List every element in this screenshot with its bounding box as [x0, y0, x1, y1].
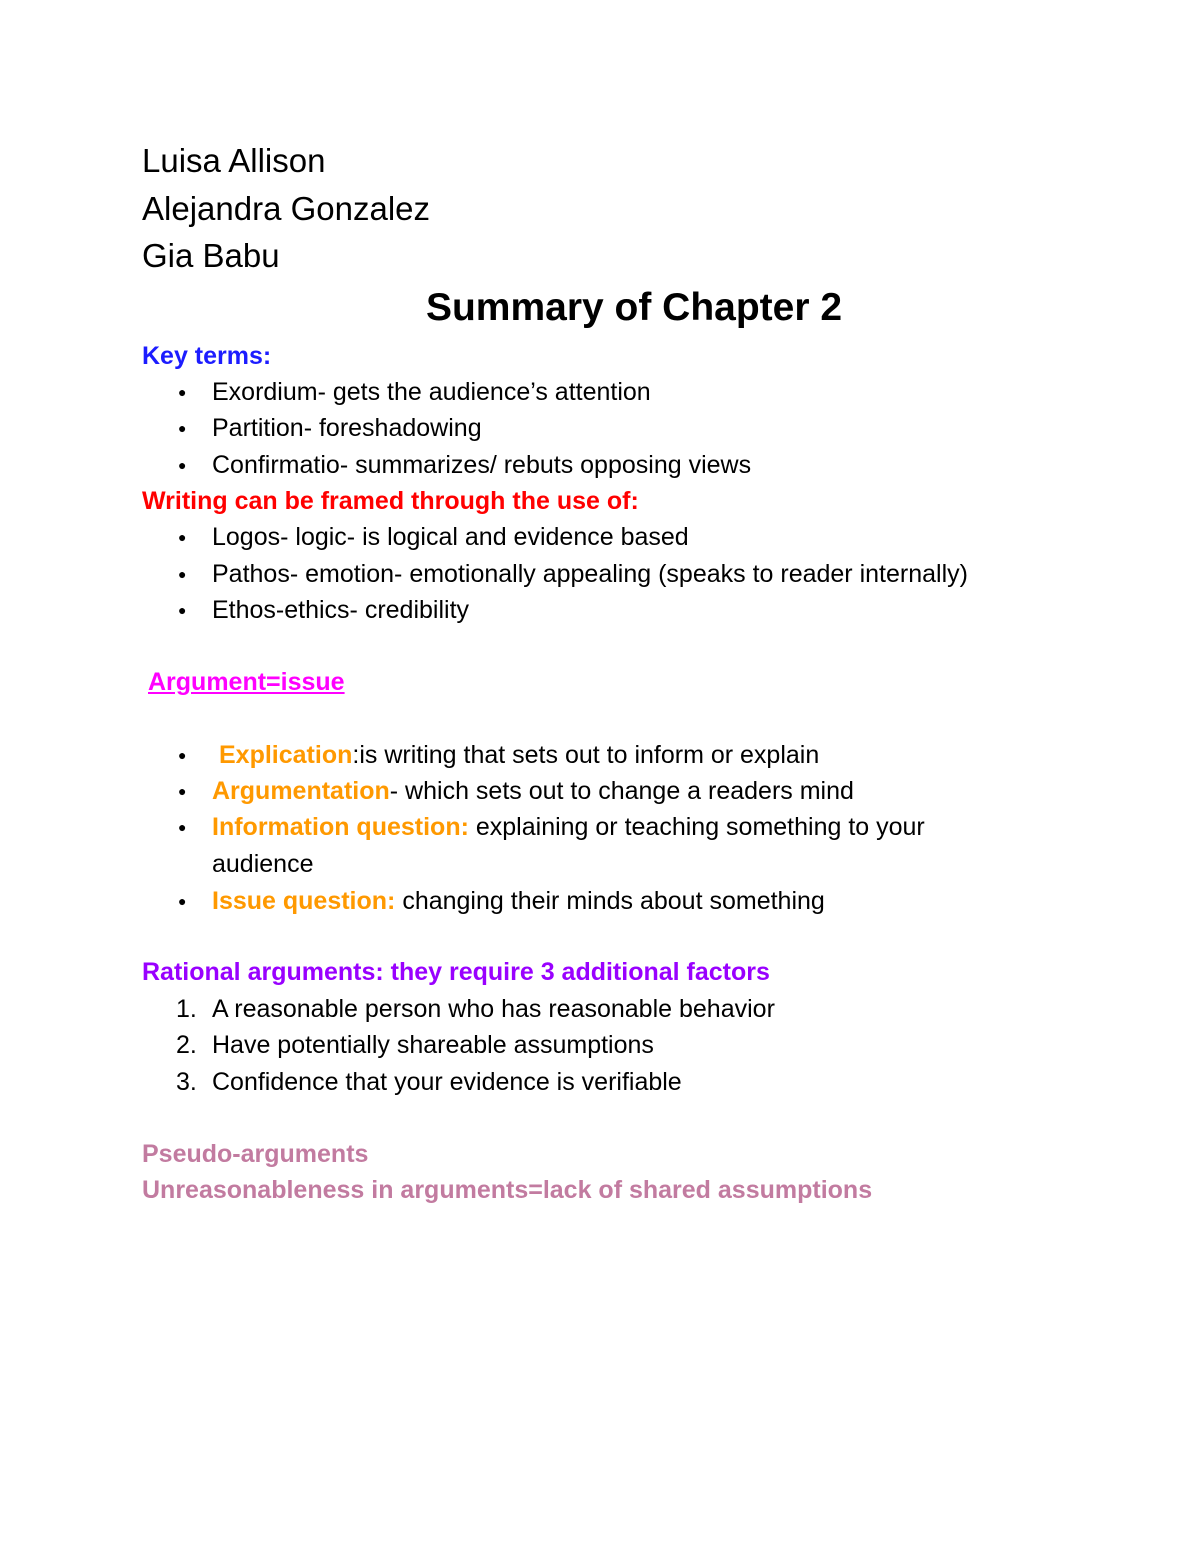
bullet-icon: ● — [178, 384, 187, 400]
argument-item — [212, 811, 925, 843]
bullet-icon: ● — [178, 566, 187, 582]
argument-term: Argumentation — [212, 777, 390, 805]
argument-definition: :is writing that sets out to inform or explain — [352, 741, 820, 769]
document-title: Summary of Chapter 2 — [425, 286, 843, 329]
bullet-icon: ● — [178, 602, 187, 618]
bullet-icon: ● — [178, 420, 187, 436]
argument-definition: - which sets out to change a readers mind — [389, 777, 854, 805]
rational-item: Have potentially shareable assumptions — [212, 1031, 654, 1059]
framing-heading: Writing can be framed through the use of: — [142, 487, 639, 515]
list-number: 3. — [176, 1068, 197, 1096]
argument-definition: explaining or teaching something to your — [468, 813, 925, 841]
argument-term: Explication — [219, 741, 353, 769]
bullet-icon: ● — [178, 819, 187, 835]
bullet-icon: ● — [178, 457, 187, 473]
bullet-icon: ● — [178, 783, 187, 799]
key-term-item: Partition- foreshadowing — [212, 414, 482, 442]
pseudo-subheading: Unreasonableness in arguments=lack of shared assumptions — [142, 1176, 873, 1204]
framing-item: Ethos-ethics- credibility — [212, 596, 470, 624]
framing-item: Pathos- emotion- emotionally appealing (speaks to reader internally) — [212, 560, 968, 588]
argument-item — [212, 775, 854, 807]
list-number: 1. — [176, 995, 197, 1023]
argument-term: Information question: — [212, 813, 469, 841]
argument-item — [212, 885, 825, 917]
key-term-item: Exordium- gets the audience’s attention — [212, 378, 651, 406]
argument-item-continuation: audience — [212, 850, 314, 878]
argument-item — [219, 739, 819, 771]
rational-item: A reasonable person who has reasonable behavior — [212, 995, 775, 1023]
bullet-icon: ● — [178, 747, 187, 763]
argument-definition: changing their minds about something — [395, 887, 825, 915]
key-term-item: Confirmatio- summarizes/ rebuts opposing views — [212, 451, 752, 479]
bullet-icon: ● — [178, 893, 187, 909]
author-name: Gia Babu — [142, 237, 280, 274]
argument-term: Issue question: — [212, 887, 396, 915]
author-name: Alejandra Gonzalez — [142, 190, 431, 227]
rational-heading: Rational arguments: they require 3 additional factors — [142, 958, 770, 986]
framing-item: Logos- logic- is logical and evidence based — [212, 523, 689, 551]
list-number: 2. — [176, 1031, 197, 1059]
rational-item: Confidence that your evidence is verifiable — [212, 1068, 682, 1096]
argument-heading: Argument=issue — [148, 668, 345, 696]
bullet-icon: ● — [178, 529, 187, 545]
pseudo-heading: Pseudo-arguments — [142, 1140, 369, 1168]
author-name: Luisa Allison — [142, 142, 326, 179]
key-terms-heading: Key terms: — [142, 342, 272, 370]
